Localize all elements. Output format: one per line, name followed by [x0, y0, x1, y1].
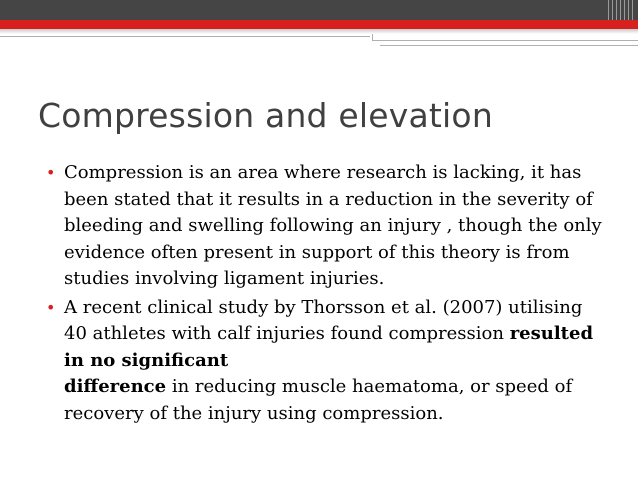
bullet-item: [46, 295, 606, 428]
header-rule: [372, 34, 373, 41]
header-stripe: [632, 0, 633, 20]
bullet-text: in reducing muscle haematoma, or speed of recovery of the injury using compression.: [64, 376, 573, 424]
bullet-icon: •: [46, 163, 56, 182]
bullet-item: [46, 160, 606, 293]
header-accent-band: [0, 20, 638, 29]
bullet-list: [46, 160, 606, 429]
header-band: [0, 0, 638, 20]
header-stripe: [624, 0, 625, 20]
header-stripe: [616, 0, 617, 20]
header-rule: [0, 36, 370, 37]
header-shadow: [0, 29, 638, 34]
header-rule: [380, 45, 638, 46]
header-stripe: [628, 0, 629, 20]
bullet-text: Compression is an area where research is lacking, it has been stated that it results in a reduction in the severity of bleeding and swelling following an injury , though the only evidence often present in support of this theory is from studies involving ligament injuries.: [64, 162, 602, 289]
header-stripe: [608, 0, 609, 20]
header-stripe: [620, 0, 621, 20]
header-stripe: [612, 0, 613, 20]
header-rule: [372, 40, 638, 41]
slide-title: Compression and elevation: [38, 96, 493, 135]
bullet-text: A recent clinical study by Thorsson et al. (2007) utilising 40 athletes with calf injuries found compression: [64, 296, 583, 344]
bullet-icon: •: [46, 297, 56, 317]
bullet-bold-text: resulted in no significant: [64, 323, 594, 371]
bullet-bold-text: difference: [64, 376, 167, 397]
